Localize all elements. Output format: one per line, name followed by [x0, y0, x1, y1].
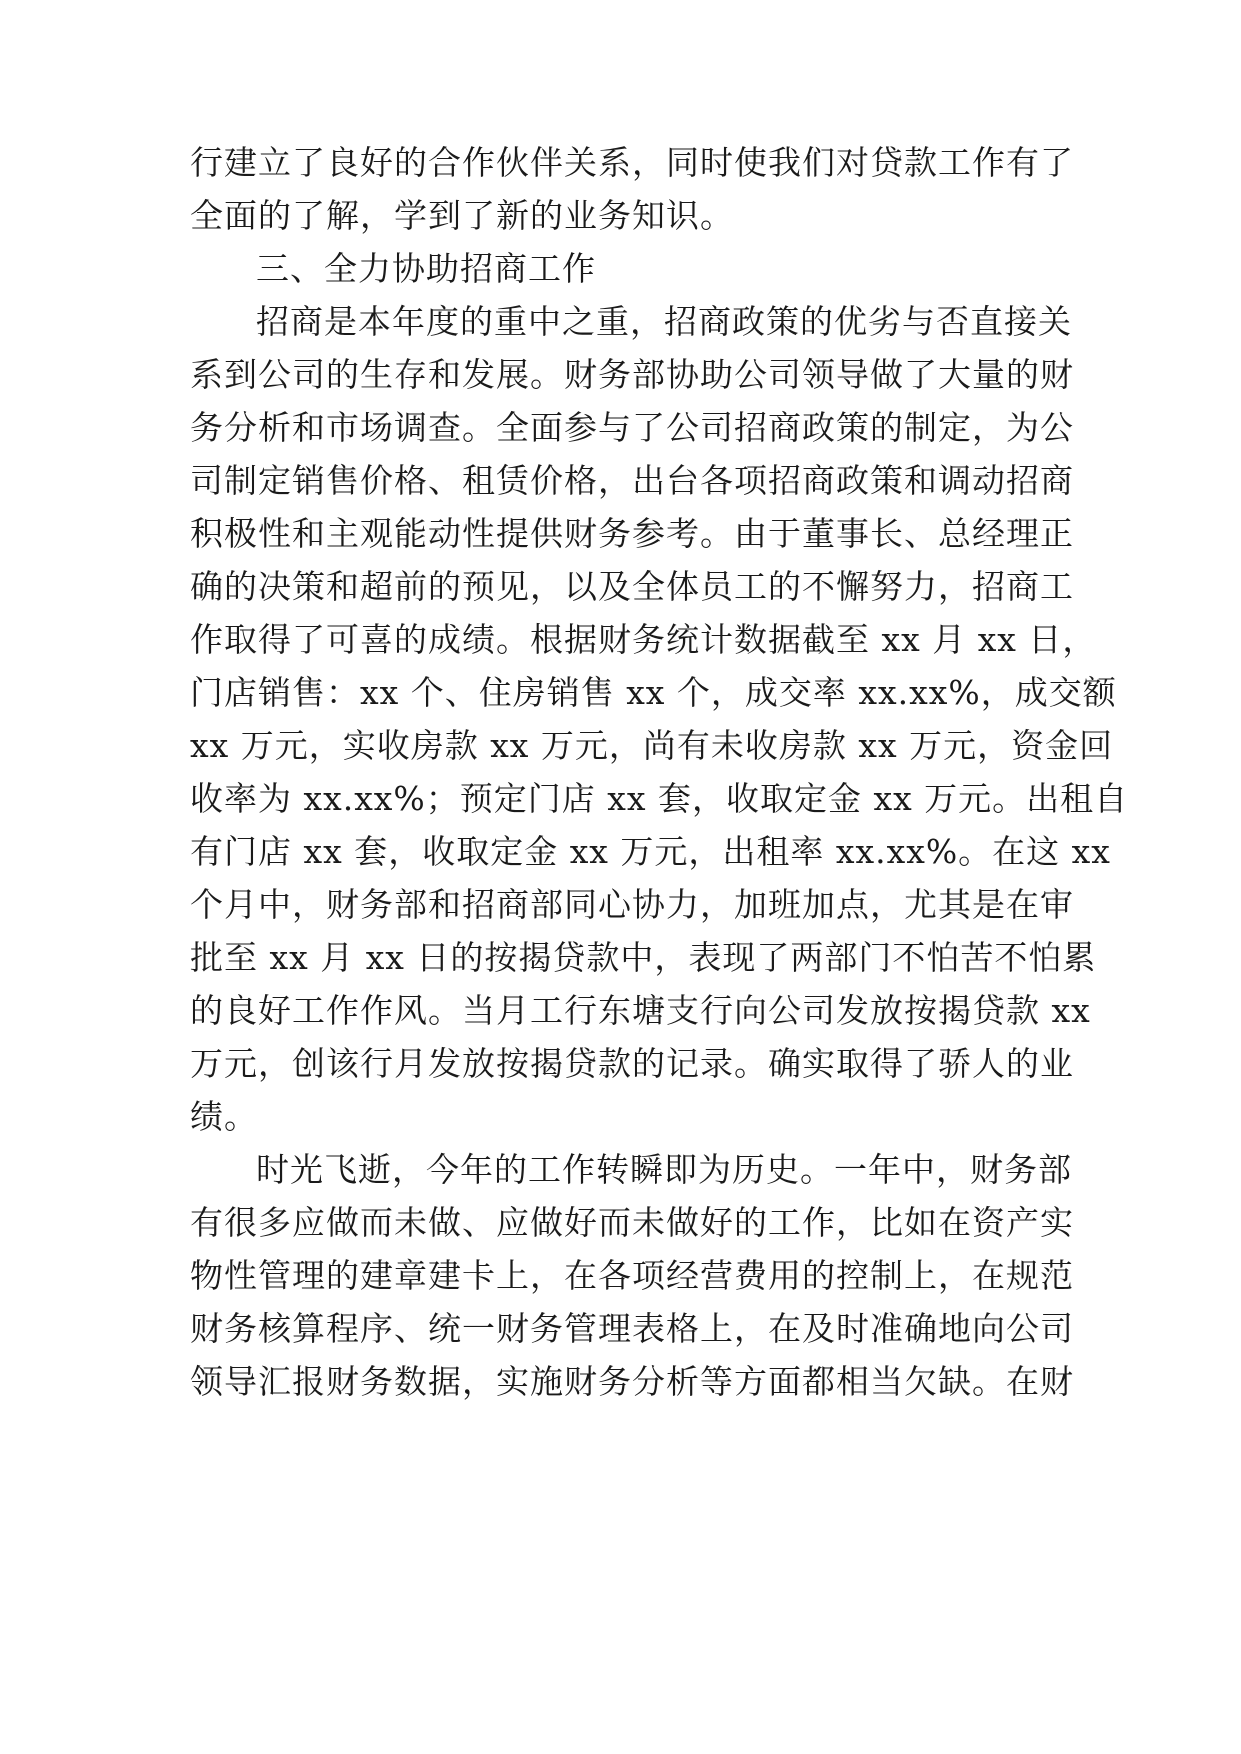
- text-line: 作取得了可喜的成绩。根据财务统计数据截至 xx 月 xx 日，: [190, 620, 1097, 659]
- text-line: xx 万元，实收房款 xx 万元，尚有未收房款 xx 万元，资金回: [190, 726, 1114, 765]
- text-line: 全面的了解，学到了新的业务知识。: [190, 196, 734, 235]
- text-line: 行建立了良好的合作伙伴关系，同时使我们对贷款工作有了: [190, 143, 1074, 182]
- text-line: 领导汇报财务数据，实施财务分析等方面都相当欠缺。在财: [190, 1362, 1074, 1401]
- text-line: 批至 xx 月 xx 日的按揭贷款中，表现了两部门不怕苦不怕累: [190, 938, 1097, 977]
- text-line: 财务核算程序、统一财务管理表格上，在及时准确地向公司: [190, 1309, 1074, 1348]
- text-line: 绩。: [190, 1097, 258, 1136]
- text-line: 物性管理的建章建卡上，在各项经营费用的控制上，在规范: [190, 1256, 1074, 1295]
- text-line: 万元，创该行月发放按揭贷款的记录。确实取得了骄人的业: [190, 1044, 1074, 1083]
- text-line: 收率为 xx.xx%；预定门店 xx 套，收取定金 xx 万元。出租自: [190, 779, 1129, 818]
- text-line: 个月中，财务部和招商部同心协力，加班加点，尤其是在审: [190, 885, 1074, 924]
- text-line: 司制定销售价格、租赁价格，出台各项招商政策和调动招商: [190, 461, 1074, 500]
- text-line: 门店销售：xx 个、住房销售 xx 个，成交率 xx.xx%，成交额: [190, 673, 1117, 712]
- text-line: 确的决策和超前的预见，以及全体员工的不懈努力，招商工: [190, 567, 1074, 606]
- text-line: 的良好工作作风。当月工行东塘支行向公司发放按揭贷款 xx: [190, 991, 1091, 1030]
- text-line: 务分析和市场调查。全面参与了公司招商政策的制定，为公: [190, 408, 1074, 447]
- text-line: 积极性和主观能动性提供财务参考。由于董事长、总经理正: [190, 514, 1074, 553]
- section-heading: 三、全力协助招商工作: [256, 249, 596, 288]
- text-line: 有很多应做而未做、应做好而未做好的工作，比如在资产实: [190, 1203, 1074, 1242]
- text-line: 时光飞逝，今年的工作转瞬即为历史。一年中，财务部: [256, 1150, 1072, 1189]
- text-line: 招商是本年度的重中之重，招商政策的优劣与否直接关: [256, 302, 1072, 341]
- text-line: 有门店 xx 套，收取定金 xx 万元，出租率 xx.xx%。在这 xx: [190, 832, 1111, 871]
- text-line: 系到公司的生存和发展。财务部协助公司领导做了大量的财: [190, 355, 1074, 394]
